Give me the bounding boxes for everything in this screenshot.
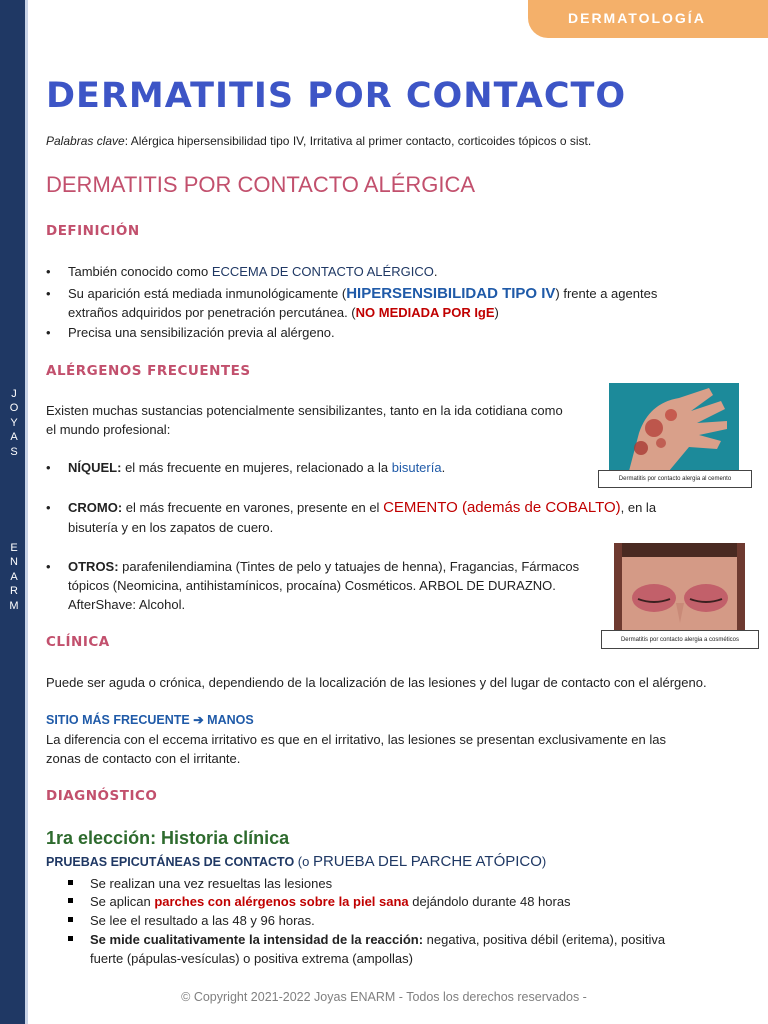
- clinica-diferencia-2: zonas de contacto con el irritante.: [46, 751, 241, 766]
- primera-eleccion: 1ra elección: Historia clínica: [46, 828, 290, 848]
- caption-cemento: Dermatitis por contacto alergia al cemento: [598, 470, 752, 488]
- clinica-heading: CLÍNICA: [46, 634, 110, 650]
- face-dermatitis-photo: [614, 543, 745, 630]
- definicion-heading: DEFINICIÓN: [46, 223, 140, 239]
- clinica-diferencia-1: La diferencia con el eccema irritativo es que en el irritativo, las lesiones se presentan exclusivamente en las: [46, 732, 666, 747]
- page-title: DERMATITIS POR CONTACTO: [46, 76, 627, 116]
- category-tag: DERMATOLOGÍA: [528, 0, 768, 38]
- sidebar-brand-top: J O Y A S: [9, 388, 19, 458]
- alergenos-intro-2: el mundo profesional:: [46, 422, 171, 437]
- diagnostico-heading: DIAGNÓSTICO: [46, 788, 158, 804]
- pruebas-epicutaneas: PRUEBAS EPICUTÁNEAS DE CONTACTO (o PRUEBA DEL PARCHE ATÓPICO): [46, 853, 547, 870]
- footer-copyright: © Copyright 2021-2022 Joyas ENARM - Todos los derechos reservados -: [181, 990, 587, 1004]
- keywords: Palabras clave: Alérgica hipersensibilidad tipo IV, Irritativa al primer contacto, corticoides tópicos o sist.: [46, 134, 592, 148]
- clinica-paragraph: Puede ser aguda o crónica, dependiendo de la localización de las lesiones y del lugar de contacto con el alérgeno.: [46, 675, 707, 690]
- sidebar: [0, 0, 28, 1024]
- alergenos-heading: ALÉRGENOS FRECUENTES: [46, 363, 251, 379]
- sidebar-brand-bottom: E N A R M: [9, 542, 19, 612]
- sitio-frecuente: SITIO MÁS FRECUENTE ➔ MANOS: [46, 713, 254, 727]
- caption-cosmeticos: Dermatitis por contacto alergia a cosméticos: [601, 630, 759, 649]
- section-title: DERMATITIS POR CONTACTO ALÉRGICA: [46, 172, 476, 197]
- hand-dermatitis-photo: [609, 383, 739, 471]
- alergenos-intro-1: Existen muchas sustancias potencialmente sensibilizantes, tanto en la ida cotidiana como: [46, 403, 563, 418]
